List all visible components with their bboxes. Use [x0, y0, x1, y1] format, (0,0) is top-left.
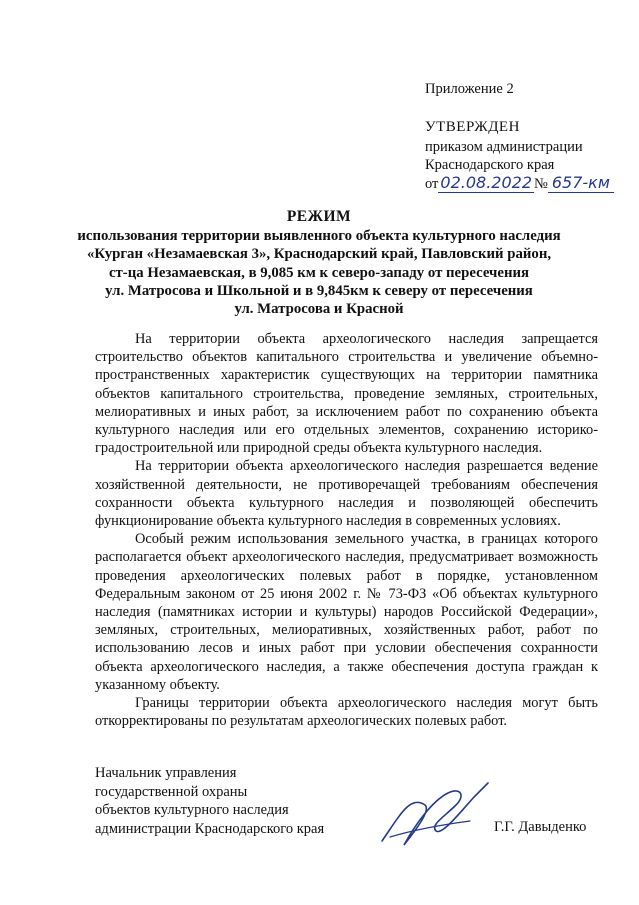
approval-stamp: [425, 80, 625, 193]
appendix-label: Приложение 2: [425, 81, 514, 97]
order-number: 657-км: [548, 174, 614, 193]
body-paragraph: Границы территории объекта археологического наследия могут быть откорректированы по результатам археологических полевых работ.: [95, 695, 598, 730]
date-prefix: от: [425, 176, 439, 192]
document-title: [70, 208, 568, 318]
approved-label: УТВЕРЖДЕН: [425, 119, 520, 135]
document-body: [95, 330, 598, 730]
number-prefix: №: [534, 176, 548, 192]
signatory-line: администрации Краснодарского края: [95, 820, 325, 837]
handwritten-signature: [370, 775, 490, 855]
signatory-name: Г.Г. Давыденко: [494, 819, 587, 835]
title-line: ул. Матросова и Красной: [234, 301, 404, 318]
title-heading: РЕЖИМ: [286, 208, 352, 225]
order-date-row: [425, 174, 625, 193]
title-line: «Курган «Незамаевская 3», Краснодарский край, Павловский район,: [86, 246, 552, 263]
body-paragraph: На территории объекта археологического наследия разрешается ведение хозяйственной деятельности, не противоречащей требованиям обеспечения сохранности объекта культурного наследия и позволяющей обеспечить функционирование объекта культурного наследия в современных условиях.: [95, 458, 598, 530]
title-line: ул. Матросова и Школьной и в 9,845км к северу от пересечения: [105, 282, 533, 299]
approval-line: приказом администрации: [425, 139, 583, 155]
approval-line: Краснодарского края: [425, 157, 555, 173]
signatory-line: объектов культурного наследия: [95, 802, 289, 819]
signatory-title: [95, 764, 324, 838]
body-paragraph: На территории объекта археологического наследия запрещается строительство объектов капитального строительства и увеличение объемно-пространственных характеристик существующих на территории памятника объектов капитального строительства, проведение земляных, строительных, мелиоративных и иных работ, за исключением работ по сохранению объекта культурного наследия или его отдельных элементов, сохранению историко-градостроительной или природной среды объекта культурного наследия.: [95, 331, 598, 457]
body-paragraph: Особый режим использования земельного участка, в границах которого располагается объект археологического наследия, предусматривает возможность проведения археологических полевых работ в порядке, установленном Федеральным законом от 25 июня 2002 г. № 73-ФЗ «Об объектах культурного наследия (памятниках истории и культуры) народов Российской Федерации», земляных, строительных, мелиоративных, хозяйственных работ, работ по использованию лесов и иных работ при условии обеспечения сохранности объекта археологического наследия, а также обеспечения доступа граждан к указанному объекту.: [95, 531, 598, 693]
order-date: 02.08.2022: [440, 173, 533, 192]
title-line: ст-ца Незамаевская, в 9,085 км к северо-западу от пересечения: [108, 264, 530, 281]
signatory-line: Начальник управления: [95, 765, 237, 781]
title-line: использования территории выявленного объекта культурного наследия: [77, 228, 561, 245]
signatory-line: государственной охраны: [95, 783, 248, 800]
